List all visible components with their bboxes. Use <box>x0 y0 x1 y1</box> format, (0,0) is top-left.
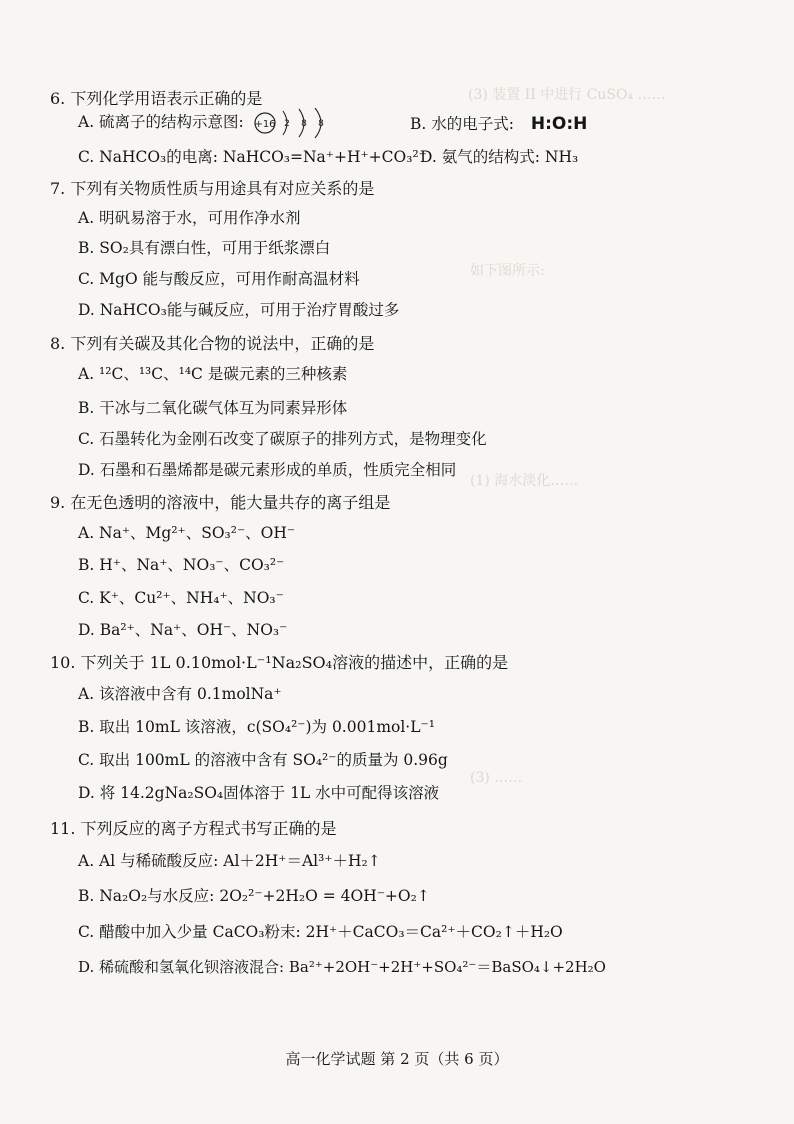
question-8-option-b: B. 干冰与二氧化碳气体互为同素异形体 <box>78 399 348 417</box>
question-10-option-a: A. 该溶液中含有 0.1molNa⁺ <box>78 685 282 703</box>
shell-2-electrons: 8 <box>300 119 307 129</box>
question-9-stem: 9. 在无色透明的溶液中，能大量共存的离子组是 <box>50 493 391 512</box>
question-9-option-b: B. H⁺、Na⁺、NO₃⁻、CO₃²⁻ <box>78 556 285 574</box>
bleed-through-text: (3) …… <box>470 770 523 786</box>
question-6-option-b <box>410 112 587 134</box>
shell-3-electrons: 8 <box>317 119 324 129</box>
question-11-option-a: A. Al 与稀硫酸反应: Al＋2H⁺＝Al³⁺＋H₂↑ <box>78 852 381 870</box>
question-6-stem: 6. 下列化学用语表示正确的是 <box>50 89 263 108</box>
question-11-option-b: B. Na₂O₂与水反应: 2O₂²⁻+2H₂O = 4OH⁻+O₂↑ <box>78 887 430 905</box>
bleed-through-text: (1) 海水淡化…… <box>470 473 579 489</box>
page-footer: 高一化学试题 第 2 页（共 6 页） <box>285 1050 509 1068</box>
question-6-option-a <box>78 108 337 138</box>
question-6-option-d: D. 氨气的结构式: NH₃ <box>420 148 579 166</box>
nucleus-charge: +16 <box>254 119 276 130</box>
shell-1-electrons: 2 <box>283 119 290 129</box>
question-10-stem: 10. 下列关于 1L 0.10mol·L⁻¹Na₂SO₄溶液的描述中，正确的是 <box>50 653 509 672</box>
sulfide-ion-structure-diagram <box>253 108 337 138</box>
question-7-option-b: B. SO₂具有漂白性，可用于纸浆漂白 <box>78 239 331 257</box>
question-7-option-c: C. MgO 能与酸反应，可用作耐高温材料 <box>78 270 360 288</box>
question-7-stem: 7. 下列有关物质性质与用途具有对应关系的是 <box>50 179 375 198</box>
bleed-through-text: 如下图所示: <box>470 263 545 279</box>
water-electron-formula: H:O:H <box>530 114 588 134</box>
question-10-option-d: D. 将 14.2gNa₂SO₄固体溶于 1L 水中可配得该溶液 <box>78 784 440 802</box>
question-8-stem: 8. 下列有关碳及其化合物的说法中，正确的是 <box>50 334 375 353</box>
question-9-option-c: C. K⁺、Cu²⁺、NH₄⁺、NO₃⁻ <box>78 589 284 607</box>
option-text: A. 硫离子的结构示意图: <box>78 113 244 131</box>
question-7-option-a: A. 明矾易溶于水，可用作净水剂 <box>78 209 301 227</box>
question-8-option-c: C. 石墨转化为金刚石改变了碳原子的排列方式，是物理变化 <box>78 430 487 448</box>
question-10-option-b: B. 取出 10mL 该溶液，c(SO₄²⁻)为 0.001mol·L⁻¹ <box>78 718 435 736</box>
question-11-option-c: C. 醋酸中加入少量 CaCO₃粉末: 2H⁺＋CaCO₃＝Ca²⁺＋CO₂↑＋H₂O <box>78 923 563 941</box>
question-11-option-d: D. 稀硫酸和氢氧化钡溶液混合: Ba²⁺+2OH⁻+2H⁺+SO₄²⁻＝BaSO₄↓+2H₂O <box>78 958 606 976</box>
bleed-through-text: (3) 装置 II 中进行 CuSO₄ …… <box>468 87 666 103</box>
question-10-option-c: C. 取出 100mL 的溶液中含有 SO₄²⁻的质量为 0.96g <box>78 751 448 769</box>
question-8-option-d: D. 石墨和石墨烯都是碳元素形成的单质，性质完全相同 <box>78 461 457 479</box>
question-7-option-d: D. NaHCO₃能与碱反应，可用于治疗胃酸过多 <box>78 301 400 319</box>
question-9-option-d: D. Ba²⁺、Na⁺、OH⁻、NO₃⁻ <box>78 621 288 639</box>
question-9-option-a: A. Na⁺、Mg²⁺、SO₃²⁻、OH⁻ <box>78 524 296 542</box>
question-11-stem: 11. 下列反应的离子方程式书写正确的是 <box>50 819 337 838</box>
question-6-option-c: C. NaHCO₃的电离: NaHCO₃=Na⁺+H⁺+CO₃²⁻ <box>78 148 427 166</box>
question-8-option-a: A. ¹²C、¹³C、¹⁴C 是碳元素的三种核素 <box>78 365 348 383</box>
option-text: B. 水的电子式: <box>410 115 514 133</box>
